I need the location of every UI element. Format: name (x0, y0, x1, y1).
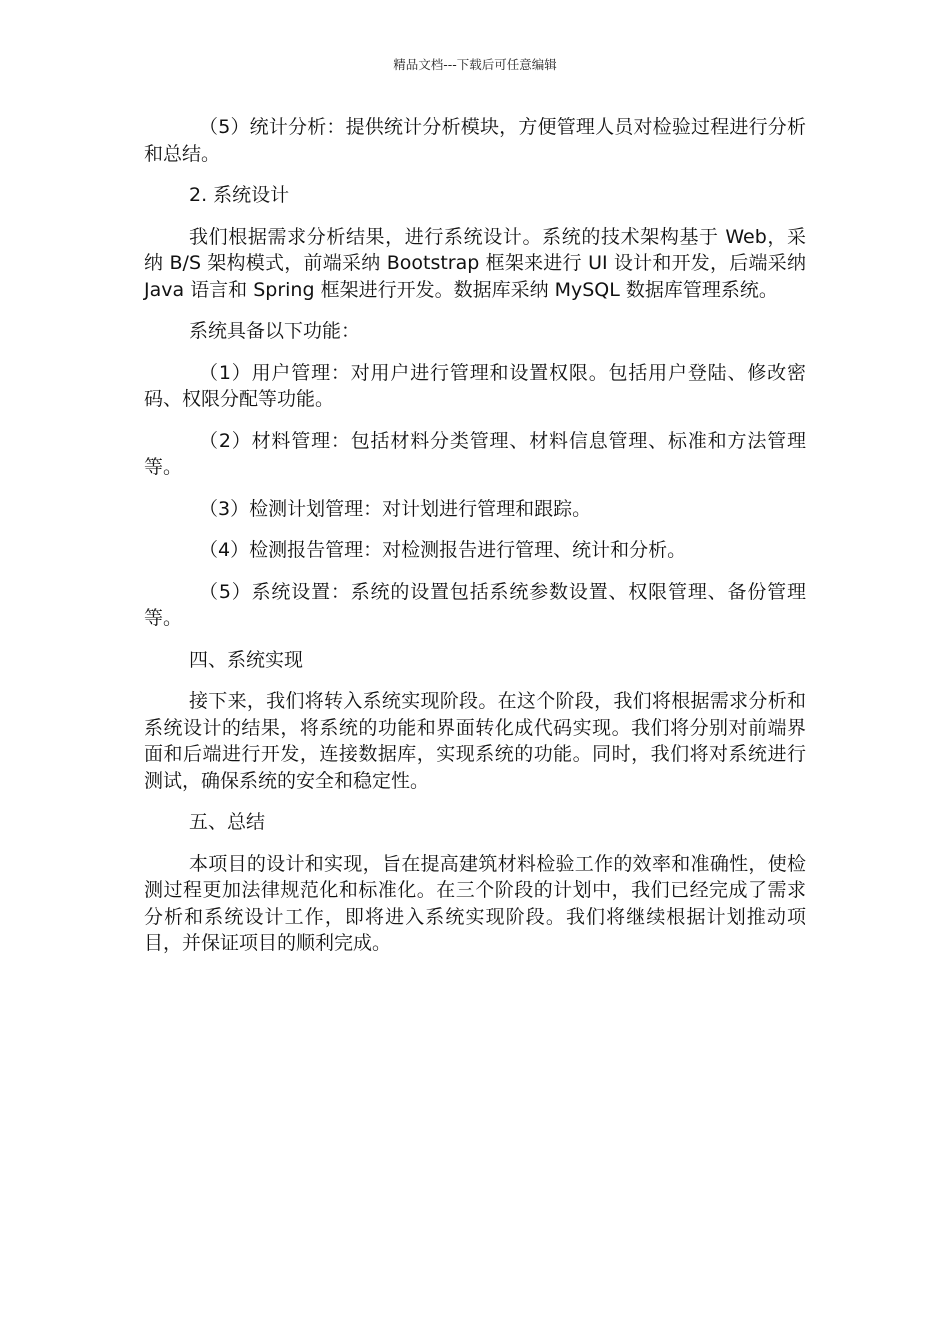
list-item-report-management: （4）检测报告管理：对检测报告进行管理、统计和分析。 (199, 539, 687, 561)
list-item-user-management: （1）用户管理：对用户进行管理和设置权限。包括用户登陆、修改密码、权限分配等功能。 (144, 361, 806, 410)
paragraph-features-intro: 系统具备以下功能： (189, 320, 361, 342)
list-item-system-settings: （5）系统设置：系统的设置包括系统参数设置、权限管理、备份管理等。 (144, 580, 806, 629)
list-item-material-management: （2）材料管理：包括材料分类管理、材料信息管理、标准和方法管理等。 (144, 429, 806, 478)
paragraph-architecture: 我们根据需求分析结果，进行系统设计。系统的技术架构基于 Web，采纳 B/S 架构模式，前端采纳 Bootstrap 框架来进行 UI 设计和开发，后端采纳 Java 语言和 Spring 框架进行开发。数据库采纳 MySQL 数据库管理系统。 (144, 225, 806, 301)
paragraph-summary: 本项目的设计和实现，旨在提高建筑材料检验工作的效率和准确性，使检测过程更加法律规范化和标准化。在三个阶段的计划中，我们已经完成了需求分析和系统设计工作，即将进入系统实现阶段。我们将继续根据计划推动项目，并保证项目的顺利完成。 (144, 852, 806, 954)
document-body (144, 114, 806, 972)
list-item-statistics: （5）统计分析：提供统计分析模块，方便管理人员对检验过程进行分析和总结。 (144, 116, 806, 165)
page-header: 精品文档---下载后可任意编辑 (393, 57, 557, 72)
paragraph-implementation: 接下来，我们将转入系统实现阶段。在这个阶段，我们将根据需求分析和系统设计的结果，将系统的功能和界面转化成代码实现。我们将分别对前端界面和后端进行开发，连接数据库，实现系统的功能。同时，我们将对系统进行测试，确保系统的安全和稳定性。 (144, 690, 806, 792)
section-heading-system-design: 2. 系统设计 (189, 184, 290, 206)
list-item-plan-management: （3）检测计划管理：对计划进行管理和跟踪。 (199, 497, 592, 520)
section-heading-summary: 五、总结 (189, 811, 266, 833)
section-heading-implementation: 四、系统实现 (189, 648, 304, 671)
